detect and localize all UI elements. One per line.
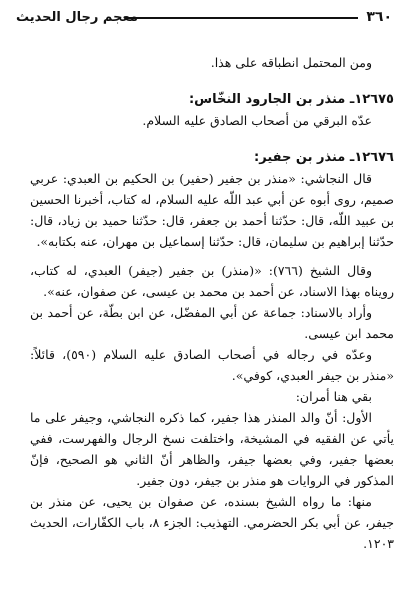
page-number: ٣٦٠: [366, 9, 392, 25]
paragraph: بقي هنا أمران:: [295, 389, 372, 404]
paragraph: وعدّه في رجاله في أصحاب الصادق عليه السلام (٥٩٠)، قائلاً: «منذر بن جيفر العبدي، كوفي».: [30, 347, 394, 383]
paragraph: الأول: أنّ والد المنذر هذا جفير، كما ذكره النجاشي، وجيفر على ما يأتي عن الفقيه في المشيخة، واختلفت نسخ الرجال والفهرست، ففي بعضها جفير، وفي بعضها جيفر، والظاهر أنّ الثاني هو الصحيح، فإنّ المذكور في الروايات هو منذر بن جيفر، دون جفير.: [30, 410, 394, 488]
page-body: [30, 52, 394, 554]
paragraph: وأراد بالاسناد: جماعة عن أبي المفضّل، عن ابن بطّة، عن أحمد بن محمد ابن عيسى.: [30, 305, 394, 341]
paragraph: وقال الشيخ (٧٦٦): «(منذر) بن جفير (جيفر) العبدي، له كتاب، رويناه بهذا الاسناد، عن أحمد بن محمد بن عيسى، عن صفوان، عنه».: [30, 263, 394, 299]
intro-text: ومن المحتمل انطباقه على هذا.: [210, 55, 372, 70]
entry-title: ١٢٦٧٦ـ منذر بن جفير:: [254, 150, 394, 165]
header-rule: [126, 17, 358, 19]
paragraph: منها: ما رواه الشيخ بسنده، عن صفوان بن يحيى، عن منذر بن جيفر، عن أبي بكر الحضرمي. التهذيب: الجزء ٨، باب الكفّارات، الحديث ١٢٠٣.: [30, 494, 394, 551]
entry-title: ١٢٦٧٥ـ منذر بن الجارود النخّاس:: [188, 92, 394, 107]
entry-text: عدّه البرقي من أصحاب الصادق عليه السلام.: [142, 113, 372, 128]
paragraph: قال النجاشي: «منذر بن جفير (حفير) بن الحكيم بن العبدي: عربي صميم، روى أبوه عن أبي عبد اللّه عليه السلام، له كتاب، أخبرنا الحسين بن عبيد اللّه، قال: حدّثنا أحمد بن جعفر، قال: حدّثنا حميد بن زياد، قال: حدّثنا إبراهيم بن سليمان، قال: حدّثنا إسماعيل بن مهران، عنه بكتابه».: [30, 171, 394, 249]
book-title: معجم رجال الحديث: [16, 9, 138, 25]
